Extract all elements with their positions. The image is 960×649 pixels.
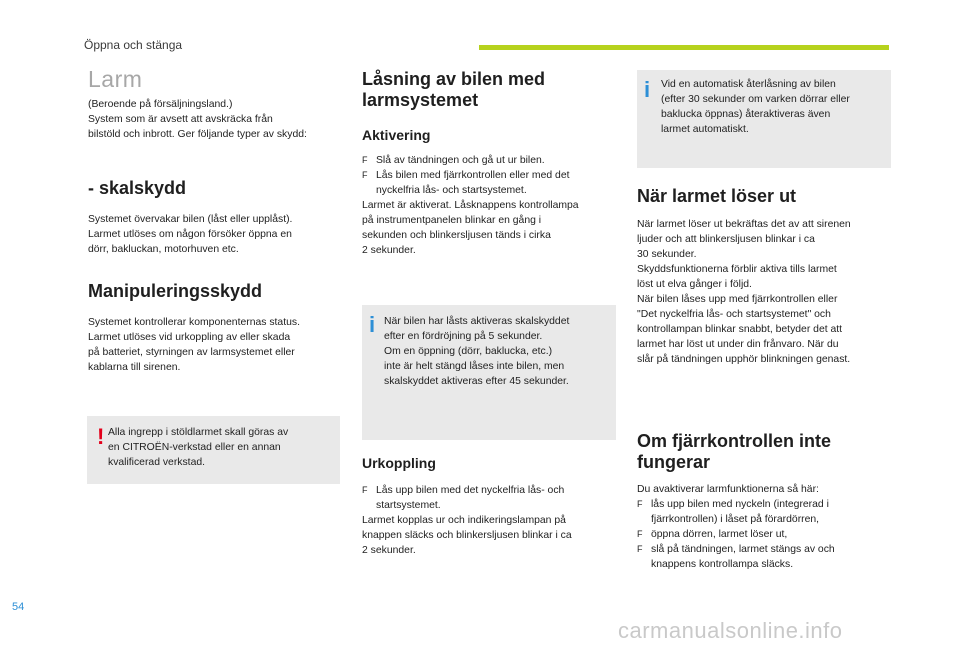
text-line: dörr, bakluckan, motorhuven etc. [88,244,239,255]
bullet-marker: F [362,170,368,180]
list-item-text: Lås bilen med fjärrkontrollen eller med det nyckelfria lås- och startsystemet. [376,170,570,196]
header-accent-bar [479,45,889,50]
text-line: Om en öppning (dörr, baklucka, etc.) [384,346,553,357]
text-line: larmet har löst ut under din frånvaro. När du [637,339,839,350]
info-icon: i [369,312,376,337]
bullet-marker: F [637,529,643,539]
aktivering-bullets [362,153,616,198]
warning-text [108,425,336,470]
list-item [637,527,891,542]
heading-larm-loser-ut: När larmet löser ut [637,186,797,206]
warning-box [87,416,340,484]
list-item [637,542,891,572]
list-item-text: öppna dörren, larmet löser ut, [651,529,788,540]
text-line: Vid en automatisk återlåsning av bilen [661,79,836,90]
bullet-marker: F [637,544,643,554]
text-line: Larmet är aktiverat. Låsknappens kontrollampa [362,200,579,211]
list-item [362,153,616,168]
column-larm [88,66,340,375]
text-line: kvalificerad verkstad. [108,457,206,468]
column-lasning [362,66,616,258]
text-line: inte är helt stängd låses inte bilen, men [384,361,565,372]
page-title: Larm [88,66,143,92]
larm-loser-text [637,217,891,367]
fjarr-bullets [637,497,891,572]
warning-icon: ! [97,424,105,449]
heading-aktivering: Aktivering [362,127,431,143]
list-item-text: lås upp bilen med nyckeln (integrerad i fjärrkontrollen) i låset på förardörren, [651,499,829,525]
fjarrkontroll-section [637,431,891,572]
text-line: efter en fördröjning på 5 sekunder. [384,331,543,342]
text-line: När bilen låses upp med fjärrkontrollen eller [637,294,838,305]
heading-manipuleringsskydd: Manipuleringsskydd [88,281,263,301]
heading-skalskydd: - skalskydd [88,178,187,198]
page-number: 54 [12,601,25,613]
list-item [637,497,891,527]
info-text [384,314,612,389]
aktivering-text [362,198,616,258]
text-line: 2 sekunder. [362,545,416,556]
text-line: kablarna till sirenen. [88,362,181,373]
text-line: När bilen har låsts aktiveras skalskyddet [384,316,570,327]
list-item-text: Slå av tändningen och gå ut ur bilen. [376,155,545,166]
text-line: löst ut elva gånger i följd. [637,279,752,290]
text-line: Alla ingrepp i stöldlarmet skall göras av [108,427,289,438]
list-item [362,168,616,198]
text-line: Skyddsfunktionerna förblir aktiva tills larmet [637,264,837,275]
text-line: Larmet utlöses vid urkoppling av eller skada [88,332,291,343]
bullet-marker: F [637,499,643,509]
text-line: på batteriet, styrningen av larmsystemet eller [88,347,295,358]
heading-line: larmsystemet [362,90,479,110]
bullet-marker: F [362,155,368,165]
text-line: Larmet utlöses om någon försöker öppna en [88,229,292,240]
manip-text [88,315,340,375]
list-item-text: Lås upp bilen med det nyckelfria lås- och startsystemet. [376,485,565,511]
section-header: Öppna och stänga [84,38,183,52]
text-line: bilstöld och inbrott. Ger följande typer av skydd: [88,129,307,140]
text-line: När larmet löser ut bekräftas det av att sirenen [637,219,851,230]
text-line: larmet automatiskt. [661,124,749,135]
text-line: kontrollampan blinkar snabbt, betyder det att [637,324,843,335]
urkoppling-bullets [362,483,616,513]
text-line: på instrumentpanelen blinkar en gång i [362,215,542,226]
intro-text [88,97,340,142]
text-line: ljuder och att blinkersljusen blinkar i ca [637,234,815,245]
text-line: (efter 30 sekunder om varken dörrar eller [661,94,850,105]
heading-line: fungerar [637,452,711,472]
text-line: skalskyddet aktiveras efter 45 sekunder. [384,376,569,387]
larm-loser-section [637,186,891,367]
text-line: Systemet övervakar bilen (låst eller upplåst). [88,214,293,225]
fjarr-intro: Du avaktiverar larmfunktionerna så här: [637,484,819,495]
text-line: knappen släcks och blinkersljusen blinkar i ca [362,530,572,541]
text-line: Systemet kontrollerar komponenternas status. [88,317,300,328]
skalskydd-text [88,212,340,257]
urkoppling-text [362,513,616,558]
heading-urkoppling: Urkoppling [362,455,436,471]
heading-line: Låsning av bilen med [362,69,546,89]
list-item [362,483,616,513]
info-box-skalskydd [362,305,616,440]
text-line: (Beroende på försäljningsland.) [88,99,233,110]
text-line: baklucka öppnas) återaktiveras även [661,109,831,120]
info-icon: i [644,77,651,102]
info-text [661,77,889,137]
watermark: carmanualsonline.info [618,618,843,643]
heading-fjarrkontroll [637,431,891,473]
text-line: "Det nyckelfria lås- och startsystemet" och [637,309,831,320]
text-line: en CITROËN-verkstad eller en annan [108,442,281,453]
list-item-text: slå på tändningen, larmet stängs av och knappens kontrollampa släcks. [651,544,835,570]
urkoppling-section [362,455,616,558]
text-line: slår på tändningen upphör blinkningen genast. [637,354,851,365]
heading-line: Om fjärrkontrollen inte [637,431,832,451]
text-line: Larmet kopplas ur och indikeringslampan på [362,515,566,526]
text-line: sekunden och blinkersljusen tänds i cirka [362,230,551,241]
heading-lasning [362,69,616,111]
text-line: 30 sekunder. [637,249,697,260]
text-line: 2 sekunder. [362,245,416,256]
info-box-aterlasning [637,70,891,168]
bullet-marker: F [362,485,368,495]
text-line: System som är avsett att avskräcka från [88,114,273,125]
